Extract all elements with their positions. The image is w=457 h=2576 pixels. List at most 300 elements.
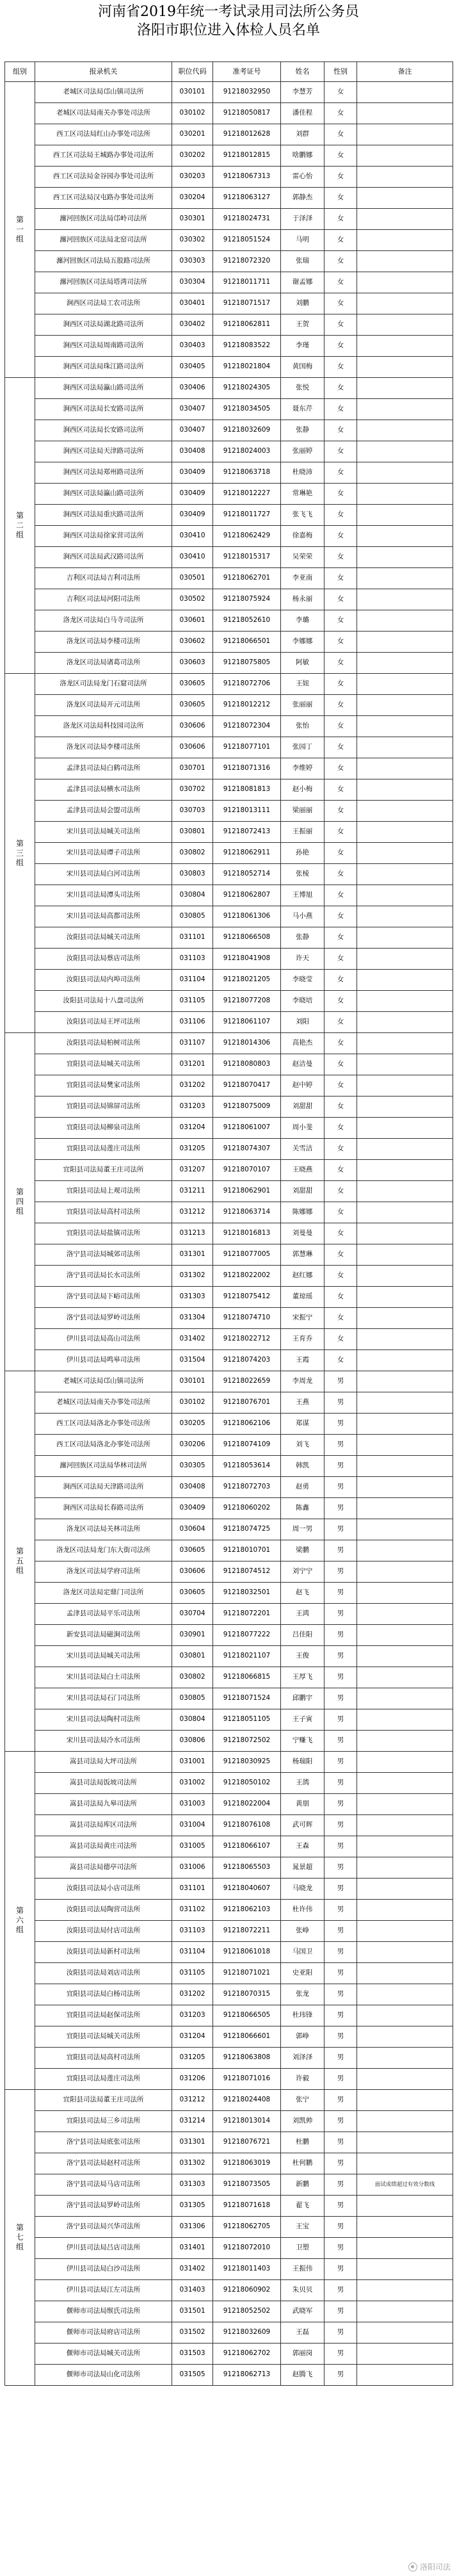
position-code-cell: 031006 bbox=[172, 1857, 213, 1879]
exam-number-cell: 91218022002 bbox=[213, 1266, 281, 1287]
remark-cell bbox=[357, 991, 453, 1012]
table-row bbox=[5, 230, 453, 251]
position-code-cell: 031402 bbox=[172, 2259, 213, 2280]
name-cell: 王厚飞 bbox=[281, 1667, 325, 1688]
name-cell: 张悦 bbox=[281, 378, 325, 399]
position-code-cell: 031205 bbox=[172, 1139, 213, 1160]
exam-number-cell: 91218013014 bbox=[213, 2111, 281, 2132]
agency-cell: 宋川县司法局谭子司法所 bbox=[35, 843, 172, 864]
position-code-cell: 030606 bbox=[172, 737, 213, 758]
position-code-cell: 031303 bbox=[172, 2174, 213, 2196]
gender-cell: 女 bbox=[325, 251, 357, 272]
position-code-cell: 031104 bbox=[172, 970, 213, 991]
remark-cell bbox=[357, 1181, 453, 1202]
remark-cell bbox=[357, 906, 453, 927]
watermark bbox=[408, 2561, 451, 2572]
table-row bbox=[5, 1731, 453, 1752]
exam-number-cell: 91218071016 bbox=[213, 2069, 281, 2090]
position-code-cell: 031105 bbox=[172, 991, 213, 1012]
remark-cell bbox=[357, 2322, 453, 2344]
table-row bbox=[5, 864, 453, 885]
remark-cell bbox=[357, 1033, 453, 1054]
position-code-cell: 030606 bbox=[172, 1561, 213, 1583]
exam-number-cell: 91218072703 bbox=[213, 1477, 281, 1498]
table-row bbox=[5, 1984, 453, 2005]
table-row bbox=[5, 885, 453, 906]
position-code-cell: 030806 bbox=[172, 1731, 213, 1752]
table-row bbox=[5, 1096, 453, 1118]
exam-number-cell: 91218062429 bbox=[213, 526, 281, 547]
remark-cell bbox=[357, 2048, 453, 2069]
name-cell: 常琳艳 bbox=[281, 484, 325, 505]
remark-cell bbox=[357, 610, 453, 632]
exam-number-cell: 91218063019 bbox=[213, 2153, 281, 2174]
agency-cell: 伊川县司法局吕店司法所 bbox=[35, 2238, 172, 2259]
name-cell: 晁景超 bbox=[281, 1857, 325, 1879]
gender-cell: 男 bbox=[325, 1583, 357, 1604]
remark-cell bbox=[357, 864, 453, 885]
gender-cell: 男 bbox=[325, 1963, 357, 1984]
remark-cell bbox=[357, 589, 453, 610]
gender-cell: 男 bbox=[325, 2174, 357, 2196]
exam-number-cell: 91218071618 bbox=[213, 2196, 281, 2217]
remark-cell bbox=[357, 2090, 453, 2111]
gender-cell: 男 bbox=[325, 1942, 357, 1963]
remark-cell bbox=[357, 1879, 453, 1900]
gender-cell: 男 bbox=[325, 1604, 357, 1625]
remark-cell bbox=[357, 1561, 453, 1583]
name-cell: 王博旭 bbox=[281, 885, 325, 906]
name-cell: 张飞飞 bbox=[281, 505, 325, 526]
gender-cell: 女 bbox=[325, 145, 357, 167]
position-code-cell: 031212 bbox=[172, 2090, 213, 2111]
agency-cell: 洛宁县司法局底张司法所 bbox=[35, 2132, 172, 2153]
name-cell: 杜晓沛 bbox=[281, 462, 325, 484]
table-row bbox=[5, 674, 453, 695]
gender-cell: 女 bbox=[325, 1266, 357, 1287]
table-row bbox=[5, 336, 453, 357]
exam-number-cell: 91218063718 bbox=[213, 462, 281, 484]
table-row bbox=[5, 1075, 453, 1096]
gender-cell: 女 bbox=[325, 103, 357, 124]
exam-number-cell: 91218071316 bbox=[213, 758, 281, 779]
agency-cell: 宜阳县司法局莲庄司法所 bbox=[35, 1139, 172, 1160]
exam-number-cell: 91218075805 bbox=[213, 653, 281, 674]
table-row bbox=[5, 547, 453, 568]
name-cell: 李瑾 bbox=[281, 336, 325, 357]
table-row bbox=[5, 1118, 453, 1139]
gender-cell: 男 bbox=[325, 2026, 357, 2048]
exam-number-cell: 91218022659 bbox=[213, 1371, 281, 1392]
agency-cell: 宜阳县司法局盐镇司法所 bbox=[35, 1223, 172, 1244]
remark-cell bbox=[357, 1392, 453, 1414]
position-code-cell: 031301 bbox=[172, 1244, 213, 1266]
agency-cell: 涧西区司法局长安路司法所 bbox=[35, 420, 172, 441]
header-gender: 性别 bbox=[325, 62, 357, 82]
name-cell: 杨瑞阳 bbox=[281, 1752, 325, 1773]
table-row bbox=[5, 1900, 453, 1921]
table-row bbox=[5, 632, 453, 653]
exam-number-cell: 91218021804 bbox=[213, 357, 281, 378]
remark-cell bbox=[357, 2026, 453, 2048]
group-label-text: 第五组 bbox=[15, 1547, 24, 1575]
name-cell: 阿敏 bbox=[281, 653, 325, 674]
remark-cell bbox=[357, 145, 453, 167]
position-code-cell: 030605 bbox=[172, 1540, 213, 1561]
remark-cell bbox=[357, 188, 453, 209]
exam-number-cell: 91218022004 bbox=[213, 1794, 281, 1815]
remark-cell bbox=[357, 378, 453, 399]
remark-cell bbox=[357, 737, 453, 758]
name-cell: 朱贝贝 bbox=[281, 2280, 325, 2301]
name-cell: 潘佳程 bbox=[281, 103, 325, 124]
name-cell: 刘鹏 bbox=[281, 293, 325, 314]
position-code-cell: 030301 bbox=[172, 209, 213, 230]
group-label bbox=[5, 674, 35, 1033]
remark-cell bbox=[357, 1414, 453, 1435]
gender-cell: 女 bbox=[325, 378, 357, 399]
table-row bbox=[5, 2132, 453, 2153]
gender-cell: 女 bbox=[325, 568, 357, 589]
table-row bbox=[5, 2280, 453, 2301]
agency-cell: 宜阳县司法局董王庄司法所 bbox=[35, 1160, 172, 1181]
agency-cell: 吉利区司法局河阳司法所 bbox=[35, 589, 172, 610]
exam-number-cell: 91218050102 bbox=[213, 1773, 281, 1794]
remark-cell bbox=[357, 1540, 453, 1561]
remark-cell bbox=[357, 399, 453, 420]
gender-cell: 男 bbox=[325, 1667, 357, 1688]
remark-cell bbox=[357, 230, 453, 251]
name-cell: 李娜娜 bbox=[281, 632, 325, 653]
name-cell: 张棱 bbox=[281, 864, 325, 885]
agency-cell: 宜阳县司法局三乡司法所 bbox=[35, 2111, 172, 2132]
remark-cell bbox=[357, 632, 453, 653]
name-cell: 张怡 bbox=[281, 716, 325, 737]
remark-cell bbox=[357, 1625, 453, 1646]
watermark-text: 洛阳司法 bbox=[419, 2563, 451, 2572]
table-row bbox=[5, 441, 453, 462]
table-row bbox=[5, 82, 453, 103]
gender-cell: 女 bbox=[325, 272, 357, 293]
position-code-cell: 030603 bbox=[172, 653, 213, 674]
remark-cell bbox=[357, 462, 453, 484]
table-row bbox=[5, 716, 453, 737]
exam-number-cell: 91218074203 bbox=[213, 1350, 281, 1371]
table-row bbox=[5, 1033, 453, 1054]
gender-cell: 男 bbox=[325, 1879, 357, 1900]
gender-cell: 男 bbox=[325, 2259, 357, 2280]
name-cell: 李晓莹 bbox=[281, 970, 325, 991]
remark-cell bbox=[357, 1731, 453, 1752]
table-row bbox=[5, 1308, 453, 1329]
position-code-cell: 031505 bbox=[172, 2365, 213, 2386]
name-cell: 马晓龙 bbox=[281, 1879, 325, 1900]
name-cell: 王贺 bbox=[281, 314, 325, 336]
gender-cell: 男 bbox=[325, 1646, 357, 1667]
gender-cell: 女 bbox=[325, 547, 357, 568]
gender-cell: 女 bbox=[325, 1202, 357, 1223]
position-code-cell: 030206 bbox=[172, 1435, 213, 1456]
table-row bbox=[5, 1160, 453, 1181]
name-cell: 孙艳 bbox=[281, 843, 325, 864]
table-row bbox=[5, 737, 453, 758]
gender-cell: 女 bbox=[325, 230, 357, 251]
agency-cell: 汝阳县司法局蔡店司法所 bbox=[35, 949, 172, 970]
remark-cell bbox=[357, 1329, 453, 1350]
gender-cell: 男 bbox=[325, 1561, 357, 1583]
agency-cell: 新安县司法局磁涧司法所 bbox=[35, 1625, 172, 1646]
gender-cell: 男 bbox=[325, 1371, 357, 1392]
group-label-text: 第一组 bbox=[15, 215, 24, 243]
name-cell: 王森 bbox=[281, 1836, 325, 1857]
position-code-cell: 031213 bbox=[172, 1223, 213, 1244]
agency-cell: 宜阳县司法局莲庄司法所 bbox=[35, 2069, 172, 2090]
agency-cell: 涧西区司法局长春路司法所 bbox=[35, 1498, 172, 1519]
gender-cell: 女 bbox=[325, 505, 357, 526]
agency-cell: 涧西区司法局重庆路司法所 bbox=[35, 505, 172, 526]
group-label bbox=[5, 1371, 35, 1752]
position-code-cell: 031211 bbox=[172, 1181, 213, 1202]
table-row bbox=[5, 1794, 453, 1815]
agency-cell: 涧西区司法局瀛山路司法所 bbox=[35, 378, 172, 399]
position-code-cell: 031005 bbox=[172, 1836, 213, 1857]
table-row bbox=[5, 568, 453, 589]
agency-cell: 洛龙区司法局关林司法所 bbox=[35, 1519, 172, 1540]
gender-cell: 女 bbox=[325, 526, 357, 547]
position-code-cell: 030202 bbox=[172, 145, 213, 167]
table-row bbox=[5, 1773, 453, 1794]
agency-cell: 宜阳县司法局白杨司法所 bbox=[35, 1984, 172, 2005]
exam-number-cell: 91218062901 bbox=[213, 1181, 281, 1202]
agency-cell: 涧西区司法局瀛山路司法所 bbox=[35, 484, 172, 505]
table-row bbox=[5, 1540, 453, 1561]
gender-cell: 女 bbox=[325, 1329, 357, 1350]
position-code-cell: 030102 bbox=[172, 103, 213, 124]
remark-cell bbox=[357, 2365, 453, 2386]
exam-number-cell: 91218075412 bbox=[213, 1287, 281, 1308]
name-cell: 杜何鹏 bbox=[281, 2153, 325, 2174]
exam-number-cell: 91218071021 bbox=[213, 1963, 281, 1984]
table-row bbox=[5, 1181, 453, 1202]
name-cell: 王育乔 bbox=[281, 1329, 325, 1350]
group-label bbox=[5, 378, 35, 674]
agency-cell: 宋川县司法局城关司法所 bbox=[35, 1646, 172, 1667]
name-cell: 黄国梅 bbox=[281, 357, 325, 378]
position-code-cell: 031306 bbox=[172, 2217, 213, 2238]
exam-number-cell: 91218061306 bbox=[213, 906, 281, 927]
gender-cell: 女 bbox=[325, 462, 357, 484]
exam-number-cell: 91218076721 bbox=[213, 2132, 281, 2153]
gender-cell: 女 bbox=[325, 484, 357, 505]
exam-number-cell: 91218024003 bbox=[213, 441, 281, 462]
position-code-cell: 031202 bbox=[172, 1984, 213, 2005]
header-position-code: 职位代码 bbox=[172, 62, 213, 82]
name-cell: 韩凯 bbox=[281, 1456, 325, 1477]
agency-cell: 西工区司法局红山办事处司法所 bbox=[35, 124, 172, 145]
name-cell: 郭峥 bbox=[281, 2026, 325, 2048]
gender-cell: 男 bbox=[325, 1519, 357, 1540]
gender-cell: 女 bbox=[325, 1287, 357, 1308]
agency-cell: 宜阳县司法局城关司法所 bbox=[35, 1054, 172, 1075]
name-cell: 郭慧琳 bbox=[281, 1244, 325, 1266]
position-code-cell: 031305 bbox=[172, 2196, 213, 2217]
table-row bbox=[5, 462, 453, 484]
table-row bbox=[5, 251, 453, 272]
gender-cell: 女 bbox=[325, 589, 357, 610]
name-cell: 王振丽 bbox=[281, 822, 325, 843]
exam-number-cell: 91218066107 bbox=[213, 1836, 281, 1857]
name-cell: 刘宁宁 bbox=[281, 1561, 325, 1583]
remark-cell bbox=[357, 1054, 453, 1075]
agency-cell: 宜阳县司法局上观司法所 bbox=[35, 1181, 172, 1202]
position-code-cell: 031302 bbox=[172, 2153, 213, 2174]
gender-cell: 女 bbox=[325, 737, 357, 758]
remark-cell bbox=[357, 1709, 453, 1731]
name-cell: 黄朋 bbox=[281, 1794, 325, 1815]
remark-cell bbox=[357, 1012, 453, 1033]
name-cell: 李维婷 bbox=[281, 758, 325, 779]
position-code-cell: 031504 bbox=[172, 1350, 213, 1371]
exam-number-cell: 91218052714 bbox=[213, 864, 281, 885]
remark-cell bbox=[357, 674, 453, 695]
gender-cell: 男 bbox=[325, 1709, 357, 1731]
table-row bbox=[5, 1498, 453, 1519]
table-row bbox=[5, 1519, 453, 1540]
remark-cell bbox=[357, 1921, 453, 1942]
name-cell: 宋振宁 bbox=[281, 1308, 325, 1329]
agency-cell: 宋川县司法局潭头司法所 bbox=[35, 885, 172, 906]
gender-cell: 女 bbox=[325, 1139, 357, 1160]
remark-cell bbox=[357, 2005, 453, 2026]
gender-cell: 男 bbox=[325, 2111, 357, 2132]
position-code-cell: 030302 bbox=[172, 230, 213, 251]
exam-number-cell: 91218070107 bbox=[213, 1160, 281, 1181]
remark-cell bbox=[357, 2280, 453, 2301]
remark-cell bbox=[357, 505, 453, 526]
position-code-cell: 030805 bbox=[172, 906, 213, 927]
name-cell: 王妞 bbox=[281, 674, 325, 695]
gender-cell: 女 bbox=[325, 441, 357, 462]
name-cell: 王晓燕 bbox=[281, 1160, 325, 1181]
exam-number-cell: 91218074512 bbox=[213, 1561, 281, 1583]
name-cell: 赵腾飞 bbox=[281, 2365, 325, 2386]
gender-cell: 女 bbox=[325, 885, 357, 906]
remark-cell bbox=[357, 1287, 453, 1308]
agency-cell: 洛宁县司法局马店司法所 bbox=[35, 2174, 172, 2196]
exam-number-cell: 91218066815 bbox=[213, 1667, 281, 1688]
exam-number-cell: 91218011403 bbox=[213, 2259, 281, 2280]
remark-cell bbox=[357, 758, 453, 779]
name-cell: 武可辉 bbox=[281, 1815, 325, 1836]
agency-cell: 涧西区司法局天津路司法所 bbox=[35, 441, 172, 462]
remark-cell bbox=[357, 1667, 453, 1688]
position-code-cell: 031301 bbox=[172, 2132, 213, 2153]
agency-cell: 孟津县司法局白鹤司法所 bbox=[35, 758, 172, 779]
group-label-text: 第六组 bbox=[15, 1906, 24, 1934]
remark-cell bbox=[357, 1498, 453, 1519]
remark-cell bbox=[357, 1308, 453, 1329]
exam-number-cell: 91218024408 bbox=[213, 2090, 281, 2111]
position-code-cell: 030409 bbox=[172, 1498, 213, 1519]
agency-cell: 宜阳县司法局柳泉司法所 bbox=[35, 1118, 172, 1139]
position-code-cell: 030410 bbox=[172, 526, 213, 547]
agency-cell: 西工区司法局王城路办事处司法所 bbox=[35, 145, 172, 167]
gender-cell: 男 bbox=[325, 2153, 357, 2174]
table-row bbox=[5, 167, 453, 188]
exam-number-cell: 91218080803 bbox=[213, 1054, 281, 1075]
name-cell: 刘泽泽 bbox=[281, 2048, 325, 2069]
table-row bbox=[5, 2005, 453, 2026]
table-row bbox=[5, 970, 453, 991]
gender-cell: 女 bbox=[325, 188, 357, 209]
gender-cell: 女 bbox=[325, 927, 357, 949]
remark-cell bbox=[357, 1900, 453, 1921]
table-row bbox=[5, 1625, 453, 1646]
remark-cell bbox=[357, 420, 453, 441]
name-cell: 李慧芳 bbox=[281, 82, 325, 103]
table-row bbox=[5, 822, 453, 843]
gender-cell: 女 bbox=[325, 716, 357, 737]
table-row bbox=[5, 2259, 453, 2280]
group-label-text: 第七组 bbox=[15, 2223, 24, 2251]
remark-cell bbox=[357, 1604, 453, 1625]
position-code-cell: 030203 bbox=[172, 167, 213, 188]
gender-cell: 女 bbox=[325, 1075, 357, 1096]
table-row bbox=[5, 610, 453, 632]
agency-cell: 嵩县司法局黄庄司法所 bbox=[35, 1836, 172, 1857]
name-cell: 刘群 bbox=[281, 124, 325, 145]
table-header-row bbox=[5, 62, 453, 82]
exam-number-cell: 91218081813 bbox=[213, 779, 281, 801]
agency-cell: 洛宁县司法局兴华司法所 bbox=[35, 2217, 172, 2238]
table-row bbox=[5, 1561, 453, 1583]
gender-cell: 男 bbox=[325, 2196, 357, 2217]
remark-cell bbox=[357, 2344, 453, 2365]
exam-number-cell: 91218075009 bbox=[213, 1096, 281, 1118]
name-cell: 于泽泽 bbox=[281, 209, 325, 230]
remark-cell bbox=[357, 801, 453, 822]
remark-cell bbox=[357, 1688, 453, 1709]
exam-number-cell: 91218010701 bbox=[213, 1540, 281, 1561]
gender-cell: 男 bbox=[325, 2132, 357, 2153]
wechat-icon bbox=[408, 2563, 417, 2572]
name-cell: 马小燕 bbox=[281, 906, 325, 927]
table-row bbox=[5, 188, 453, 209]
table-row bbox=[5, 1942, 453, 1963]
position-code-cell: 031403 bbox=[172, 2280, 213, 2301]
agency-cell: 吉利区司法局吉利司法所 bbox=[35, 568, 172, 589]
name-cell: 吕佳阳 bbox=[281, 1625, 325, 1646]
remark-cell bbox=[357, 1752, 453, 1773]
table-row bbox=[5, 2238, 453, 2259]
table-row bbox=[5, 949, 453, 970]
position-code-cell: 030804 bbox=[172, 1709, 213, 1731]
remark-cell bbox=[357, 1963, 453, 1984]
agency-cell: 汝阳县司法局小店司法所 bbox=[35, 1879, 172, 1900]
table-row bbox=[5, 2174, 453, 2196]
table-body bbox=[5, 82, 453, 2386]
name-cell: 刘凯帅 bbox=[281, 2111, 325, 2132]
group-label bbox=[5, 82, 35, 378]
table-row bbox=[5, 103, 453, 124]
name-cell: 赵红娜 bbox=[281, 1266, 325, 1287]
remark-cell bbox=[357, 1477, 453, 1498]
gender-cell: 女 bbox=[325, 991, 357, 1012]
table-row bbox=[5, 758, 453, 779]
agency-cell: 洛龙区司法局开元司法所 bbox=[35, 695, 172, 716]
exam-number-cell: 91218062701 bbox=[213, 568, 281, 589]
position-code-cell: 030605 bbox=[172, 1583, 213, 1604]
